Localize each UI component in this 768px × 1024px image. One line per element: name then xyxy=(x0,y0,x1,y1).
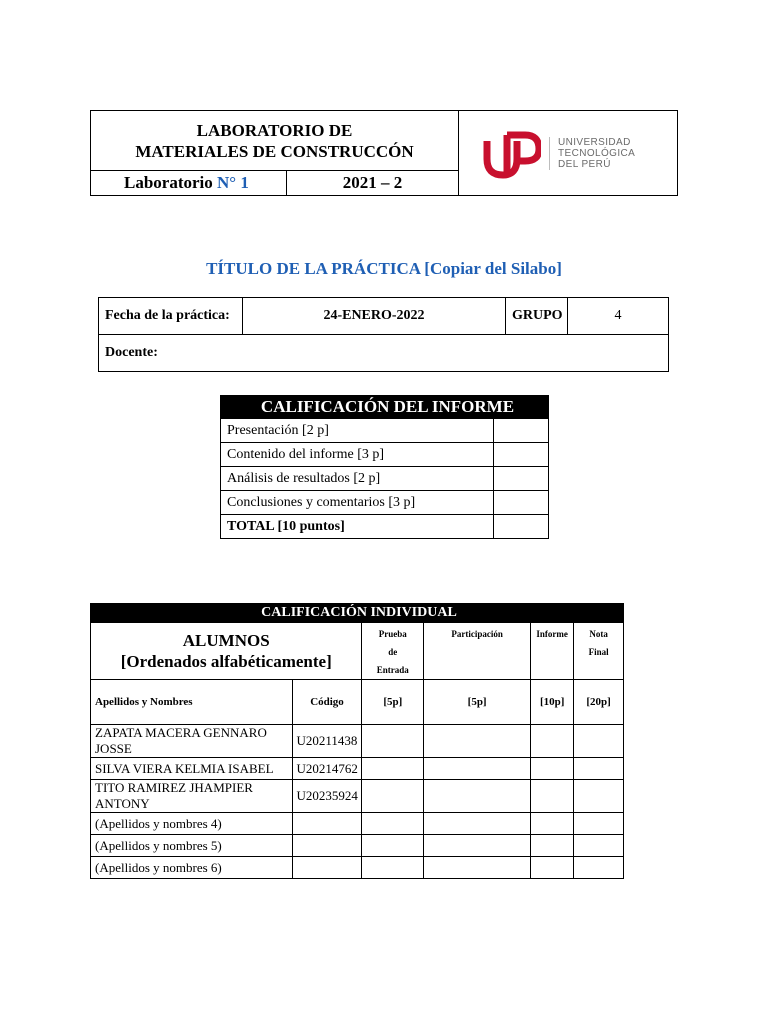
col-nota-final xyxy=(574,623,624,680)
col-prueba-line3: Entrada xyxy=(376,665,409,675)
student-code: U20211438 xyxy=(292,725,362,758)
grading-row xyxy=(221,491,549,515)
lab-number-cell xyxy=(91,171,287,196)
col-nota-line2: Final xyxy=(588,647,609,657)
score-nota-cell[interactable] xyxy=(574,758,624,780)
grading-score-cell[interactable] xyxy=(494,467,549,491)
practice-info-table xyxy=(98,297,669,372)
col-prueba-entrada xyxy=(362,623,424,680)
grading-row xyxy=(221,443,549,467)
score-prueba-cell[interactable] xyxy=(362,758,424,780)
report-grading-title: CALIFICACIÓN DEL INFORME xyxy=(221,396,549,419)
col-prueba-line1: Prueba xyxy=(378,629,407,639)
sub-prueba-points: [5p] xyxy=(362,680,424,725)
grading-score-cell[interactable] xyxy=(494,443,549,467)
university-line1: UNIVERSIDAD xyxy=(558,136,631,148)
grading-score-cell[interactable] xyxy=(494,419,549,443)
score-participacion-cell[interactable] xyxy=(424,758,531,780)
university-line2: TECNOLÓGICA xyxy=(558,147,636,159)
col-nota-line1: Nota xyxy=(589,629,608,639)
group-label: GRUPO xyxy=(506,298,568,335)
score-nota-cell[interactable] xyxy=(574,835,624,857)
grading-item: Conclusiones y comentarios [3 p] xyxy=(221,491,494,515)
student-code xyxy=(292,857,362,879)
score-participacion-cell[interactable] xyxy=(424,857,531,879)
university-line3: DEL PERÚ xyxy=(558,158,611,170)
individual-grading-title: CALIFICACIÓN INDIVIDUAL xyxy=(91,604,624,623)
teacher-cell[interactable] xyxy=(99,335,669,372)
lab-header-table xyxy=(90,110,678,196)
lab-title-line1: LABORATORIO DE xyxy=(196,120,353,140)
score-prueba-cell[interactable] xyxy=(362,725,424,758)
individual-grading-table xyxy=(90,603,624,879)
score-nota-cell[interactable] xyxy=(574,725,624,758)
sub-nota-points: [20p] xyxy=(574,680,624,725)
sub-informe-points: [10p] xyxy=(531,680,574,725)
students-heading-line1: ALUMNOS xyxy=(182,631,270,650)
student-name: TITO RAMIREZ JHAMPIER ANTONY xyxy=(91,780,293,813)
university-logo-cell xyxy=(459,111,678,196)
teacher-label: Docente: xyxy=(105,345,158,360)
grading-total-label: TOTAL [10 puntos] xyxy=(221,515,494,539)
score-nota-cell[interactable] xyxy=(574,857,624,879)
student-code: U20235924 xyxy=(292,780,362,813)
student-row xyxy=(91,725,624,758)
score-informe-cell[interactable] xyxy=(531,835,574,857)
university-name xyxy=(549,137,635,170)
score-informe-cell[interactable] xyxy=(531,725,574,758)
student-row xyxy=(91,857,624,879)
score-nota-cell[interactable] xyxy=(574,813,624,835)
student-name: SILVA VIERA KELMIA ISABEL xyxy=(91,758,293,780)
col-participacion: Participación xyxy=(424,623,531,680)
score-participacion-cell[interactable] xyxy=(424,780,531,813)
score-participacion-cell[interactable] xyxy=(424,813,531,835)
group-value[interactable]: 4 xyxy=(568,298,669,335)
student-name: (Apellidos y nombres 5) xyxy=(91,835,293,857)
student-code xyxy=(292,813,362,835)
score-informe-cell[interactable] xyxy=(531,780,574,813)
col-informe: Informe xyxy=(531,623,574,680)
grading-item: Contenido del informe [3 p] xyxy=(221,443,494,467)
semester: 2021 – 2 xyxy=(287,171,459,196)
grading-item: Análisis de resultados [2 p] xyxy=(221,467,494,491)
grading-total-cell[interactable] xyxy=(494,515,549,539)
lab-label: Laboratorio xyxy=(124,173,213,192)
score-prueba-cell[interactable] xyxy=(362,813,424,835)
student-code: U20214762 xyxy=(292,758,362,780)
grading-total-row xyxy=(221,515,549,539)
student-name: (Apellidos y nombres 6) xyxy=(91,857,293,879)
score-informe-cell[interactable] xyxy=(531,758,574,780)
lab-title xyxy=(91,111,459,171)
score-prueba-cell[interactable] xyxy=(362,835,424,857)
practice-title: TÍTULO DE LA PRÁCTICA [Copiar del Silabo] xyxy=(206,259,562,278)
grading-score-cell[interactable] xyxy=(494,491,549,515)
grading-row xyxy=(221,419,549,443)
score-informe-cell[interactable] xyxy=(531,857,574,879)
date-label: Fecha de la práctica: xyxy=(99,298,243,335)
student-row xyxy=(91,813,624,835)
lab-title-line2: MATERIALES DE CONSTRUCCÓN xyxy=(135,141,414,161)
student-row xyxy=(91,780,624,813)
col-prueba-line2: de xyxy=(388,647,398,657)
grading-row xyxy=(221,467,549,491)
report-grading-table xyxy=(220,395,549,539)
student-row xyxy=(91,835,624,857)
score-prueba-cell[interactable] xyxy=(362,857,424,879)
grading-item: Presentación [2 p] xyxy=(221,419,494,443)
students-heading xyxy=(91,623,362,680)
university-logo xyxy=(483,127,677,179)
score-nota-cell[interactable] xyxy=(574,780,624,813)
score-prueba-cell[interactable] xyxy=(362,780,424,813)
score-participacion-cell[interactable] xyxy=(424,835,531,857)
utp-logo-icon xyxy=(483,127,541,179)
score-informe-cell[interactable] xyxy=(531,813,574,835)
sub-code: Código xyxy=(292,680,362,725)
student-name: (Apellidos y nombres 4) xyxy=(91,813,293,835)
student-name: ZAPATA MACERA GENNARO JOSSE xyxy=(91,725,293,758)
sub-names: Apellidos y Nombres xyxy=(91,680,293,725)
students-heading-line2: [Ordenados alfabéticamente] xyxy=(120,652,332,671)
score-participacion-cell[interactable] xyxy=(424,725,531,758)
date-value[interactable]: 24-ENERO-2022 xyxy=(243,298,506,335)
student-code xyxy=(292,835,362,857)
student-row xyxy=(91,758,624,780)
lab-number: N° 1 xyxy=(217,173,249,192)
sub-participacion-points: [5p] xyxy=(424,680,531,725)
